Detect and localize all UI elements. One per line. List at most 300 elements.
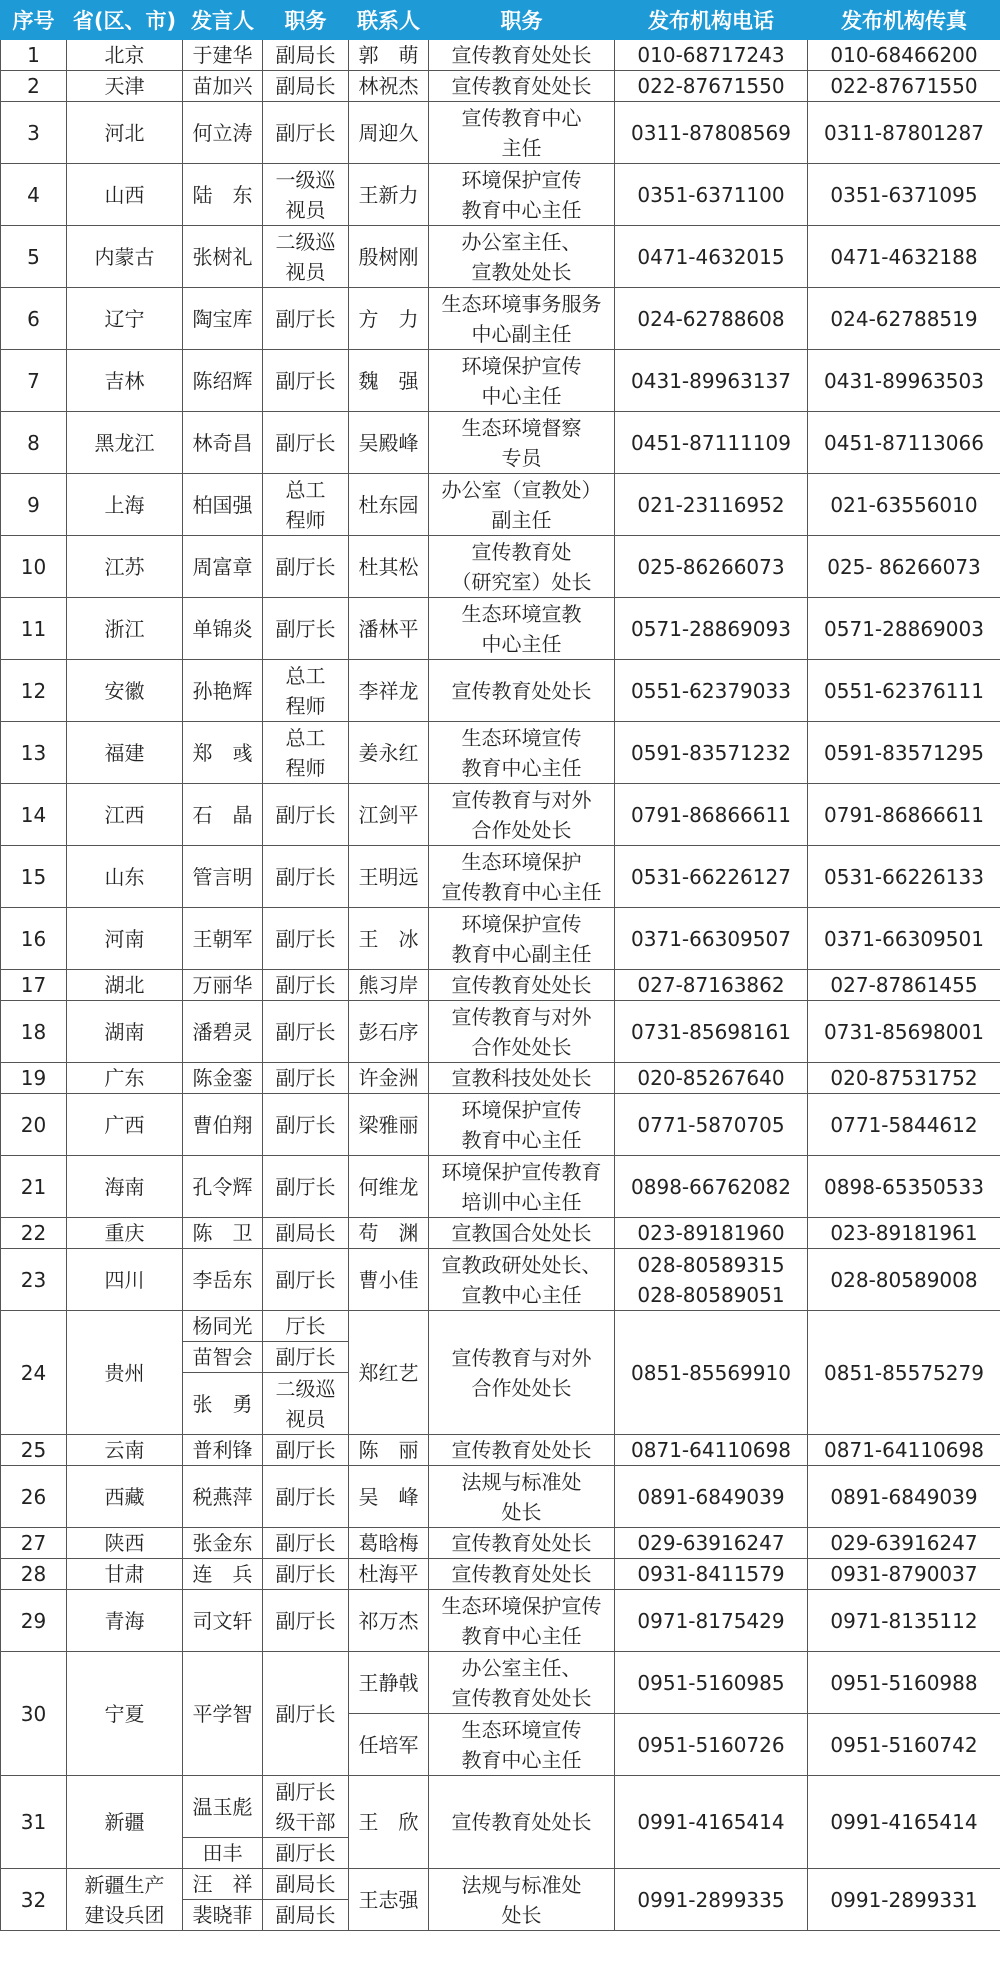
cell-fax: 0371-66309501 (808, 908, 1000, 970)
cell-fax: 0571-28869003 (808, 598, 1000, 660)
cell-fax: 0898-65350533 (808, 1156, 1000, 1218)
cell-phone: 0931-8411579 (615, 1559, 808, 1590)
cell-speaker-title: 总工 程师 (263, 660, 349, 722)
cell-fax: 0771-5844612 (808, 1094, 1000, 1156)
table-row (1, 598, 1000, 660)
cell-fax: 010-68466200 (808, 40, 1000, 71)
cell-index: 31 (1, 1776, 67, 1869)
header-speaker-title: 职务 (263, 1, 349, 40)
cell-contact-title: 办公室主任、 宣教处处长 (429, 226, 615, 288)
cell-province: 北京 (67, 40, 183, 71)
cell-contact-title: 环境保护宣传教育 培训中心主任 (429, 1156, 615, 1218)
cell-speaker: 柏国强 (183, 474, 263, 536)
cell-speaker-title: 副厅长 (263, 1435, 349, 1466)
cell-contact-title: 宣传教育处处长 (429, 1776, 615, 1869)
cell-phone: 0571-28869093 (615, 598, 808, 660)
table-row (1, 1559, 1000, 1590)
cell-fax: 0891-6849039 (808, 1466, 1000, 1528)
cell-speaker: 裴晓菲 (183, 1900, 263, 1931)
cell-speaker-title: 副厅长 (263, 412, 349, 474)
cell-contact: 祁万杰 (349, 1590, 429, 1652)
cell-index: 21 (1, 1156, 67, 1218)
table-row (1, 722, 1000, 784)
cell-contact: 曹小佳 (349, 1249, 429, 1311)
cell-province: 新疆生产 建设兵团 (67, 1869, 183, 1931)
table-row (1, 412, 1000, 474)
cell-index: 30 (1, 1652, 67, 1776)
cell-fax: 0451-87113066 (808, 412, 1000, 474)
header-fax: 发布机构传真 (808, 1, 1000, 40)
table-row (1, 40, 1000, 71)
table-row (1, 1249, 1000, 1311)
cell-phone: 020-85267640 (615, 1063, 808, 1094)
cell-index: 23 (1, 1249, 67, 1311)
cell-speaker: 万丽华 (183, 970, 263, 1001)
cell-speaker: 连 兵 (183, 1559, 263, 1590)
cell-province: 黑龙江 (67, 412, 183, 474)
cell-province: 内蒙古 (67, 226, 183, 288)
cell-province: 新疆 (67, 1776, 183, 1869)
cell-province: 河北 (67, 102, 183, 164)
cell-speaker: 杨同光 (183, 1311, 263, 1342)
cell-fax: 025- 86266073 (808, 536, 1000, 598)
cell-contact: 陈 丽 (349, 1435, 429, 1466)
cell-speaker: 张金东 (183, 1528, 263, 1559)
cell-fax: 0991-2899331 (808, 1869, 1000, 1931)
cell-speaker-title: 副局长 (263, 1218, 349, 1249)
cell-contact-title: 宣教科技处处长 (429, 1063, 615, 1094)
cell-index: 14 (1, 784, 67, 846)
cell-contact-title: 生态环境督察 专员 (429, 412, 615, 474)
cell-contact: 潘林平 (349, 598, 429, 660)
cell-province: 浙江 (67, 598, 183, 660)
table-row (1, 846, 1000, 908)
cell-speaker: 平学智 (183, 1652, 263, 1776)
cell-fax: 0431-89963503 (808, 350, 1000, 412)
cell-speaker-title: 副厅长 (263, 1342, 349, 1373)
cell-province: 天津 (67, 71, 183, 102)
cell-fax: 0951-5160988 (808, 1652, 1000, 1714)
table-row (1, 970, 1000, 1001)
cell-speaker: 张 勇 (183, 1373, 263, 1435)
cell-speaker: 王朝军 (183, 908, 263, 970)
cell-speaker: 石 晶 (183, 784, 263, 846)
cell-index: 17 (1, 970, 67, 1001)
table-row (1, 1528, 1000, 1559)
cell-speaker: 陶宝库 (183, 288, 263, 350)
cell-province: 广东 (67, 1063, 183, 1094)
cell-speaker: 李岳东 (183, 1249, 263, 1311)
cell-contact: 苟 渊 (349, 1218, 429, 1249)
cell-fax: 028-80589008 (808, 1249, 1000, 1311)
cell-contact-title: 宣教国合处处长 (429, 1218, 615, 1249)
cell-phone: 010-68717243 (615, 40, 808, 71)
cell-speaker-title: 副厅长 (263, 1466, 349, 1528)
cell-index: 4 (1, 164, 67, 226)
cell-speaker-title: 副局长 (263, 40, 349, 71)
cell-phone: 0311-87808569 (615, 102, 808, 164)
header-contact: 联系人 (349, 1, 429, 40)
cell-contact-title: 生态环境宣教 中心主任 (429, 598, 615, 660)
table-row (1, 102, 1000, 164)
cell-speaker: 单锦炎 (183, 598, 263, 660)
cell-speaker-title: 一级巡 视员 (263, 164, 349, 226)
cell-phone: 024-62788608 (615, 288, 808, 350)
cell-province: 江苏 (67, 536, 183, 598)
cell-contact: 何维龙 (349, 1156, 429, 1218)
cell-fax: 0991-4165414 (808, 1776, 1000, 1869)
cell-speaker-title: 二级巡 视员 (263, 226, 349, 288)
header-phone: 发布机构电话 (615, 1, 808, 40)
cell-phone: 0731-85698161 (615, 1001, 808, 1063)
table-row (1, 660, 1000, 722)
cell-fax: 0851-85575279 (808, 1311, 1000, 1435)
cell-speaker: 管言明 (183, 846, 263, 908)
cell-speaker: 陈金銮 (183, 1063, 263, 1094)
cell-speaker-title: 副局长 (263, 1869, 349, 1900)
cell-fax: 0351-6371095 (808, 164, 1000, 226)
cell-phone: 0891-6849039 (615, 1466, 808, 1528)
cell-contact: 梁雅丽 (349, 1094, 429, 1156)
cell-speaker: 张树礼 (183, 226, 263, 288)
cell-index: 2 (1, 71, 67, 102)
cell-contact-title: 宣传教育处 （研究室）处长 (429, 536, 615, 598)
cell-speaker-title: 副厅长 (263, 1156, 349, 1218)
cell-fax: 0471-4632188 (808, 226, 1000, 288)
cell-contact: 吴 峰 (349, 1466, 429, 1528)
cell-speaker-title: 副厅长 级干部 (263, 1776, 349, 1838)
cell-speaker-title: 副厅长 (263, 1249, 349, 1311)
cell-contact-title: 宣传教育中心 主任 (429, 102, 615, 164)
cell-phone: 0551-62379033 (615, 660, 808, 722)
cell-speaker: 汪 祥 (183, 1869, 263, 1900)
cell-speaker-title: 总工 程师 (263, 722, 349, 784)
cell-speaker: 陆 东 (183, 164, 263, 226)
cell-index: 22 (1, 1218, 67, 1249)
table-row (1, 1218, 1000, 1249)
cell-phone: 0771-5870705 (615, 1094, 808, 1156)
cell-contact: 王明远 (349, 846, 429, 908)
cell-fax: 029-63916247 (808, 1528, 1000, 1559)
cell-speaker-title: 副厅长 (263, 970, 349, 1001)
cell-province: 上海 (67, 474, 183, 536)
cell-province: 辽宁 (67, 288, 183, 350)
cell-province: 四川 (67, 1249, 183, 1311)
cell-fax: 0731-85698001 (808, 1001, 1000, 1063)
cell-province: 安徽 (67, 660, 183, 722)
cell-contact-title: 宣传教育与对外 合作处处长 (429, 784, 615, 846)
table-row (1, 226, 1000, 288)
cell-province: 青海 (67, 1590, 183, 1652)
cell-speaker: 陈绍辉 (183, 350, 263, 412)
cell-fax: 0931-8790037 (808, 1559, 1000, 1590)
cell-contact-title: 生态环境事务服务 中心副主任 (429, 288, 615, 350)
header-speaker: 发言人 (183, 1, 263, 40)
cell-fax: 0551-62376111 (808, 660, 1000, 722)
table-row (1, 1001, 1000, 1063)
cell-contact: 李祥龙 (349, 660, 429, 722)
cell-index: 18 (1, 1001, 67, 1063)
cell-speaker-title: 副局长 (263, 71, 349, 102)
cell-phone: 0351-6371100 (615, 164, 808, 226)
cell-phone: 0951-5160985 (615, 1652, 808, 1714)
cell-index: 32 (1, 1869, 67, 1931)
cell-fax: 0311-87801287 (808, 102, 1000, 164)
cell-speaker: 田丰 (183, 1838, 263, 1869)
header-row (1, 1, 1000, 40)
cell-phone: 0791-86866611 (615, 784, 808, 846)
cell-contact-title: 宣传教育与对外 合作处处长 (429, 1001, 615, 1063)
cell-fax: 027-87861455 (808, 970, 1000, 1001)
cell-index: 10 (1, 536, 67, 598)
cell-index: 24 (1, 1311, 67, 1435)
cell-index: 8 (1, 412, 67, 474)
cell-index: 27 (1, 1528, 67, 1559)
cell-index: 11 (1, 598, 67, 660)
table-row (1, 1094, 1000, 1156)
cell-phone: 0591-83571232 (615, 722, 808, 784)
cell-contact: 熊习岸 (349, 970, 429, 1001)
cell-speaker: 何立涛 (183, 102, 263, 164)
header-contact-title: 职务 (429, 1, 615, 40)
cell-speaker: 孙艳辉 (183, 660, 263, 722)
cell-speaker-title: 总工 程师 (263, 474, 349, 536)
cell-speaker-title: 副厅长 (263, 288, 349, 350)
table-body (1, 40, 1000, 1931)
cell-phone: 0991-4165414 (615, 1776, 808, 1869)
table-row (1, 164, 1000, 226)
cell-province: 云南 (67, 1435, 183, 1466)
cell-contact-title: 宣传教育处处长 (429, 1559, 615, 1590)
cell-contact-title: 宣传教育处处长 (429, 1435, 615, 1466)
cell-speaker: 曹伯翔 (183, 1094, 263, 1156)
cell-phone: 028-80589315 028-80589051 (615, 1249, 808, 1311)
cell-phone: 023-89181960 (615, 1218, 808, 1249)
cell-contact-title: 生态环境宣传 教育中心主任 (429, 1714, 615, 1776)
table-row (1, 474, 1000, 536)
cell-contact: 彭石序 (349, 1001, 429, 1063)
cell-speaker-title: 副厅长 (263, 1652, 349, 1776)
cell-phone: 0531-66226127 (615, 846, 808, 908)
cell-province: 山西 (67, 164, 183, 226)
cell-index: 29 (1, 1590, 67, 1652)
cell-speaker: 温玉彪 (183, 1776, 263, 1838)
cell-contact-title: 宣传教育与对外 合作处处长 (429, 1311, 615, 1435)
cell-index: 15 (1, 846, 67, 908)
cell-contact-title: 环境保护宣传 教育中心主任 (429, 1094, 615, 1156)
cell-contact-title: 环境保护宣传 中心主任 (429, 350, 615, 412)
cell-contact: 林祝杰 (349, 71, 429, 102)
table-row (1, 1652, 1000, 1714)
cell-speaker-title: 副厅长 (263, 536, 349, 598)
cell-phone: 0371-66309507 (615, 908, 808, 970)
cell-index: 5 (1, 226, 67, 288)
cell-contact-title: 宣传教育处处长 (429, 970, 615, 1001)
cell-index: 28 (1, 1559, 67, 1590)
cell-phone: 0871-64110698 (615, 1435, 808, 1466)
header-index: 序号 (1, 1, 67, 40)
table-row (1, 1156, 1000, 1218)
cell-contact: 江剑平 (349, 784, 429, 846)
header-province: 省(区、市) (67, 1, 183, 40)
cell-phone: 0471-4632015 (615, 226, 808, 288)
cell-province: 湖南 (67, 1001, 183, 1063)
cell-speaker: 陈 卫 (183, 1218, 263, 1249)
cell-speaker-title: 厅长 (263, 1311, 349, 1342)
cell-index: 25 (1, 1435, 67, 1466)
cell-speaker-title: 副厅长 (263, 350, 349, 412)
cell-fax: 0791-86866611 (808, 784, 1000, 846)
cell-speaker-title: 副厅长 (263, 1528, 349, 1559)
cell-speaker-title: 副厅长 (263, 102, 349, 164)
cell-phone: 0991-2899335 (615, 1869, 808, 1931)
cell-contact-title: 法规与标准处 处长 (429, 1466, 615, 1528)
table-row (1, 71, 1000, 102)
cell-speaker: 孔令辉 (183, 1156, 263, 1218)
cell-contact: 杜东园 (349, 474, 429, 536)
table-row (1, 1435, 1000, 1466)
table-row (1, 908, 1000, 970)
cell-phone: 0951-5160726 (615, 1714, 808, 1776)
cell-speaker: 郑 彧 (183, 722, 263, 784)
cell-fax: 0971-8135112 (808, 1590, 1000, 1652)
cell-contact: 王 冰 (349, 908, 429, 970)
cell-province: 河南 (67, 908, 183, 970)
cell-contact: 姜永红 (349, 722, 429, 784)
cell-index: 16 (1, 908, 67, 970)
cell-speaker-title: 副厅长 (263, 1063, 349, 1094)
cell-contact: 任培军 (349, 1714, 429, 1776)
cell-index: 20 (1, 1094, 67, 1156)
cell-speaker: 司文轩 (183, 1590, 263, 1652)
cell-contact: 杜海平 (349, 1559, 429, 1590)
table-row (1, 288, 1000, 350)
cell-contact-title: 宣传教育处处长 (429, 1528, 615, 1559)
cell-contact-title: 宣传教育处处长 (429, 71, 615, 102)
cell-province: 贵州 (67, 1311, 183, 1435)
cell-province: 陕西 (67, 1528, 183, 1559)
cell-speaker-title: 副厅长 (263, 1559, 349, 1590)
cell-province: 重庆 (67, 1218, 183, 1249)
cell-contact-title: 环境保护宣传 教育中心主任 (429, 164, 615, 226)
cell-index: 3 (1, 102, 67, 164)
cell-speaker: 林奇昌 (183, 412, 263, 474)
cell-contact-title: 办公室主任、 宣传教育处处长 (429, 1652, 615, 1714)
cell-province: 山东 (67, 846, 183, 908)
cell-speaker-title: 副厅长 (263, 1590, 349, 1652)
cell-fax: 0871-64110698 (808, 1435, 1000, 1466)
cell-contact: 殷树刚 (349, 226, 429, 288)
cell-speaker-title: 副厅长 (263, 784, 349, 846)
cell-speaker: 税燕萍 (183, 1466, 263, 1528)
cell-contact-title: 法规与标准处 处长 (429, 1869, 615, 1931)
cell-province: 宁夏 (67, 1652, 183, 1776)
table-row (1, 784, 1000, 846)
cell-speaker: 普利锋 (183, 1435, 263, 1466)
cell-speaker-title: 副厅长 (263, 1001, 349, 1063)
cell-speaker: 周富章 (183, 536, 263, 598)
cell-speaker-title: 二级巡 视员 (263, 1373, 349, 1435)
cell-contact: 葛晗梅 (349, 1528, 429, 1559)
cell-phone: 021-23116952 (615, 474, 808, 536)
cell-fax: 024-62788519 (808, 288, 1000, 350)
cell-index: 26 (1, 1466, 67, 1528)
table-row (1, 1869, 1000, 1900)
cell-fax: 022-87671550 (808, 71, 1000, 102)
cell-fax: 023-89181961 (808, 1218, 1000, 1249)
table-row (1, 1063, 1000, 1094)
table-row (1, 1466, 1000, 1528)
cell-phone: 022-87671550 (615, 71, 808, 102)
cell-province: 甘肃 (67, 1559, 183, 1590)
cell-speaker-title: 副厅长 (263, 908, 349, 970)
cell-fax: 0531-66226133 (808, 846, 1000, 908)
cell-contact-title: 环境保护宣传 教育中心副主任 (429, 908, 615, 970)
cell-contact: 魏 强 (349, 350, 429, 412)
table-row (1, 1776, 1000, 1838)
cell-contact: 吴殿峰 (349, 412, 429, 474)
cell-speaker: 苗智会 (183, 1342, 263, 1373)
cell-fax: 0591-83571295 (808, 722, 1000, 784)
cell-contact-title: 宣传教育处处长 (429, 660, 615, 722)
cell-contact: 王新力 (349, 164, 429, 226)
cell-province: 江西 (67, 784, 183, 846)
cell-speaker-title: 副局长 (263, 1900, 349, 1931)
cell-contact: 郑红艺 (349, 1311, 429, 1435)
cell-index: 12 (1, 660, 67, 722)
cell-contact-title: 宣教政研处处长、 宣教中心主任 (429, 1249, 615, 1311)
cell-index: 7 (1, 350, 67, 412)
cell-fax: 021-63556010 (808, 474, 1000, 536)
cell-speaker-title: 副厅长 (263, 598, 349, 660)
cell-phone: 0431-89963137 (615, 350, 808, 412)
cell-contact: 王静戟 (349, 1652, 429, 1714)
table-row (1, 536, 1000, 598)
cell-phone: 029-63916247 (615, 1528, 808, 1559)
cell-contact-title: 办公室（宣教处） 副主任 (429, 474, 615, 536)
cell-index: 13 (1, 722, 67, 784)
cell-index: 6 (1, 288, 67, 350)
cell-province: 广西 (67, 1094, 183, 1156)
cell-contact-title: 生态环境保护 宣传教育中心主任 (429, 846, 615, 908)
cell-speaker-title: 副厅长 (263, 846, 349, 908)
table-row (1, 350, 1000, 412)
cell-province: 福建 (67, 722, 183, 784)
cell-province: 海南 (67, 1156, 183, 1218)
cell-contact-title: 宣传教育处处长 (429, 40, 615, 71)
cell-speaker: 于建华 (183, 40, 263, 71)
cell-phone: 0851-85569910 (615, 1311, 808, 1435)
cell-index: 9 (1, 474, 67, 536)
cell-contact: 王志强 (349, 1869, 429, 1931)
cell-phone: 0971-8175429 (615, 1590, 808, 1652)
cell-contact: 方 力 (349, 288, 429, 350)
cell-contact: 郭 萌 (349, 40, 429, 71)
cell-phone: 027-87163862 (615, 970, 808, 1001)
cell-speaker-title: 副厅长 (263, 1094, 349, 1156)
cell-contact: 许金洲 (349, 1063, 429, 1094)
cell-speaker: 潘碧灵 (183, 1001, 263, 1063)
cell-contact-title: 生态环境保护宣传 教育中心主任 (429, 1590, 615, 1652)
cell-phone: 025-86266073 (615, 536, 808, 598)
cell-speaker-title: 副厅长 (263, 1838, 349, 1869)
cell-fax: 020-87531752 (808, 1063, 1000, 1094)
table-row (1, 1590, 1000, 1652)
cell-index: 1 (1, 40, 67, 71)
cell-province: 西藏 (67, 1466, 183, 1528)
cell-speaker: 苗加兴 (183, 71, 263, 102)
cell-contact-title: 生态环境宣传 教育中心主任 (429, 722, 615, 784)
